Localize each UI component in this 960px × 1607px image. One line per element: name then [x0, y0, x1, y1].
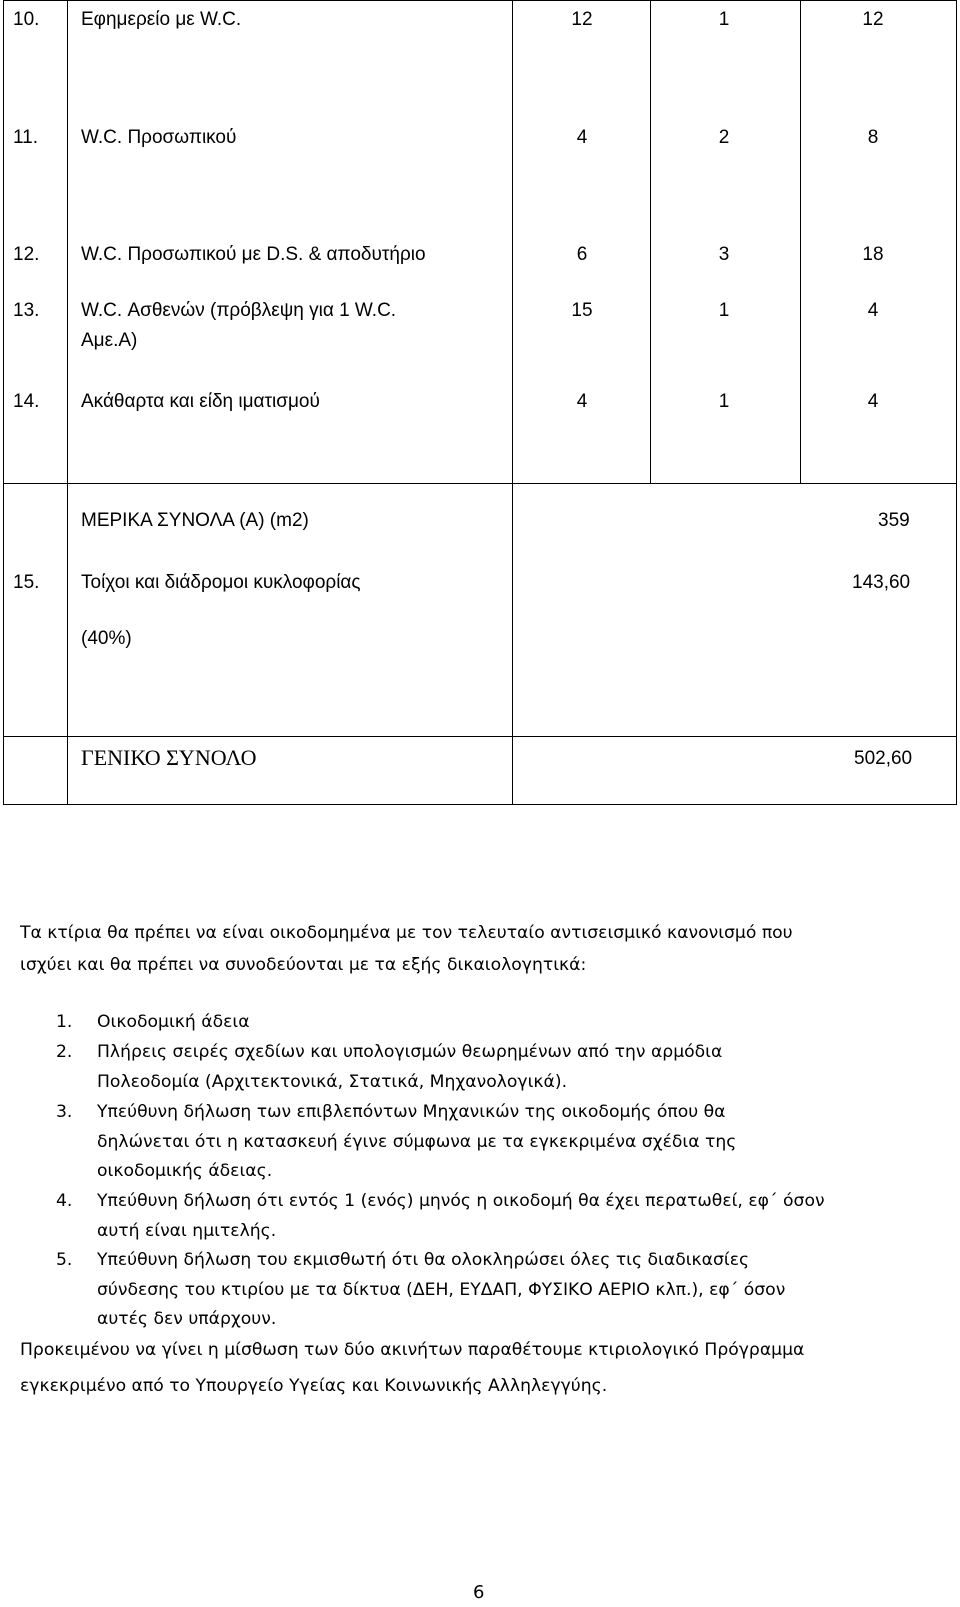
value-col3: 18	[862, 244, 884, 265]
intro-line-2: ισχύει και θα πρέπει να συνοδεύονται με τα εξής δικαιολογητικά:	[20, 955, 587, 975]
list-item-text: Υπεύθυνη δήλωση του εκμισθωτή ότι θα ολοκληρώσει όλες τις διαδικασίες σύνδεσης του κτιρίου με τα δίκτυα (ΔΕΗ, ΕΥΔΑΠ, ΦΥΣΙΚΟ ΑΕΡΙΟ κλπ.), εφ΄ όσον αυτές δεν υπάρχουν.	[97, 1250, 786, 1329]
value-col2: 1	[718, 391, 730, 412]
subtotal-label: ΜΕΡΙΚΑ ΣΥΝΟΛΑ (Α) (m2)	[81, 510, 309, 531]
list-item-text: Οικοδομική άδεια	[97, 1012, 250, 1032]
table-divider	[3, 736, 957, 737]
grand-total-label: ΓΕΝΙΚΟ ΣΥΝΟΛΟ	[81, 745, 257, 770]
value-col2: 2	[718, 127, 730, 148]
value-col3: 4	[867, 300, 879, 321]
list-item-number: 4.	[56, 1191, 73, 1211]
walls-label: Τοίχοι και διάδρομοι κυκλοφορίας	[81, 572, 361, 593]
value-col3: 4	[867, 391, 879, 412]
table-border	[3, 804, 957, 805]
table-divider	[512, 0, 513, 804]
row-number: 14.	[13, 391, 40, 412]
value-col2: 1	[718, 9, 730, 30]
intro-line-1: Τα κτίρια θα πρέπει να είναι οικοδομημένα με τον τελευταίο αντισεισμικό κανονισμό που	[20, 923, 793, 943]
grand-total-value: 502,60	[854, 748, 913, 769]
value-col1: 15	[571, 300, 593, 321]
room-name: W.C. Προσωπικού με D.S. & αποδυτήριο	[81, 244, 426, 265]
value-col1: 4	[576, 391, 588, 412]
list-item-number: 1.	[56, 1012, 73, 1032]
room-name: W.C. Ασθενών (πρόβλεψη για 1 W.C.	[81, 300, 397, 321]
list-item-text: Υπεύθυνη δήλωση ότι εντός 1 (ενός) μηνός η οικοδομή θα έχει περατωθεί, εφ΄ όσον αυτή είναι ημιτελής.	[97, 1191, 825, 1241]
table-divider	[800, 0, 801, 483]
room-name: W.C. Προσωπικού	[81, 127, 237, 148]
list-item-number: 5.	[56, 1250, 73, 1270]
row-number: 12.	[13, 244, 40, 265]
table-divider	[67, 0, 68, 804]
closing-line-1: Προκειμένου να γίνει η μίσθωση των δύο ακινήτων παραθέτουμε κτιριολογικό Πρόγραμμα	[20, 1340, 805, 1360]
row-number: 15.	[13, 572, 40, 593]
value-col1: 12	[571, 9, 593, 30]
value-col2: 3	[718, 244, 730, 265]
value-col1: 6	[576, 244, 588, 265]
value-col3: 8	[867, 127, 879, 148]
list-item-number: 3.	[56, 1102, 73, 1122]
walls-percent: (40%)	[81, 628, 132, 649]
room-name-cont: Αμε.Α)	[81, 330, 138, 351]
table-border	[3, 0, 4, 804]
list-item-number: 2.	[56, 1042, 73, 1062]
value-col1: 4	[576, 127, 588, 148]
list-item-text: Υπεύθυνη δήλωση των επιβλεπόντων Μηχανικών της οικοδομής όπου θα δηλώνεται ότι η κατασκευή έγινε σύμφωνα με τα εγκεκριμένα σχέδια της οικοδομικής άδειας.	[97, 1102, 737, 1181]
row-number: 11.	[13, 127, 39, 148]
subtotal-value: 359	[878, 510, 910, 531]
row-number: 13.	[13, 300, 40, 321]
list-item-text: Πλήρεις σειρές σχεδίων και υπολογισμών θεωρημένων από την αρμόδια Πολεοδομία (Αρχιτεκτονικά, Στατικά, Μηχανολογικά).	[97, 1042, 723, 1092]
closing-line-2: εγκεκριμένο από το Υπουργείο Υγείας και Κοινωνικής Αλληλεγγύης.	[20, 1376, 608, 1396]
value-col2: 1	[718, 300, 730, 321]
table-divider	[650, 0, 651, 483]
table-border	[956, 0, 957, 804]
page-number: 6	[473, 1582, 485, 1603]
row-number: 10.	[13, 9, 40, 30]
table-border	[3, 0, 957, 1]
value-col3: 12	[862, 9, 884, 30]
walls-value: 143,60	[852, 572, 911, 593]
table-divider	[3, 483, 957, 484]
room-name: Ακάθαρτα και είδη ιματισμού	[81, 391, 320, 412]
room-name: Εφημερείο με W.C.	[81, 9, 242, 30]
